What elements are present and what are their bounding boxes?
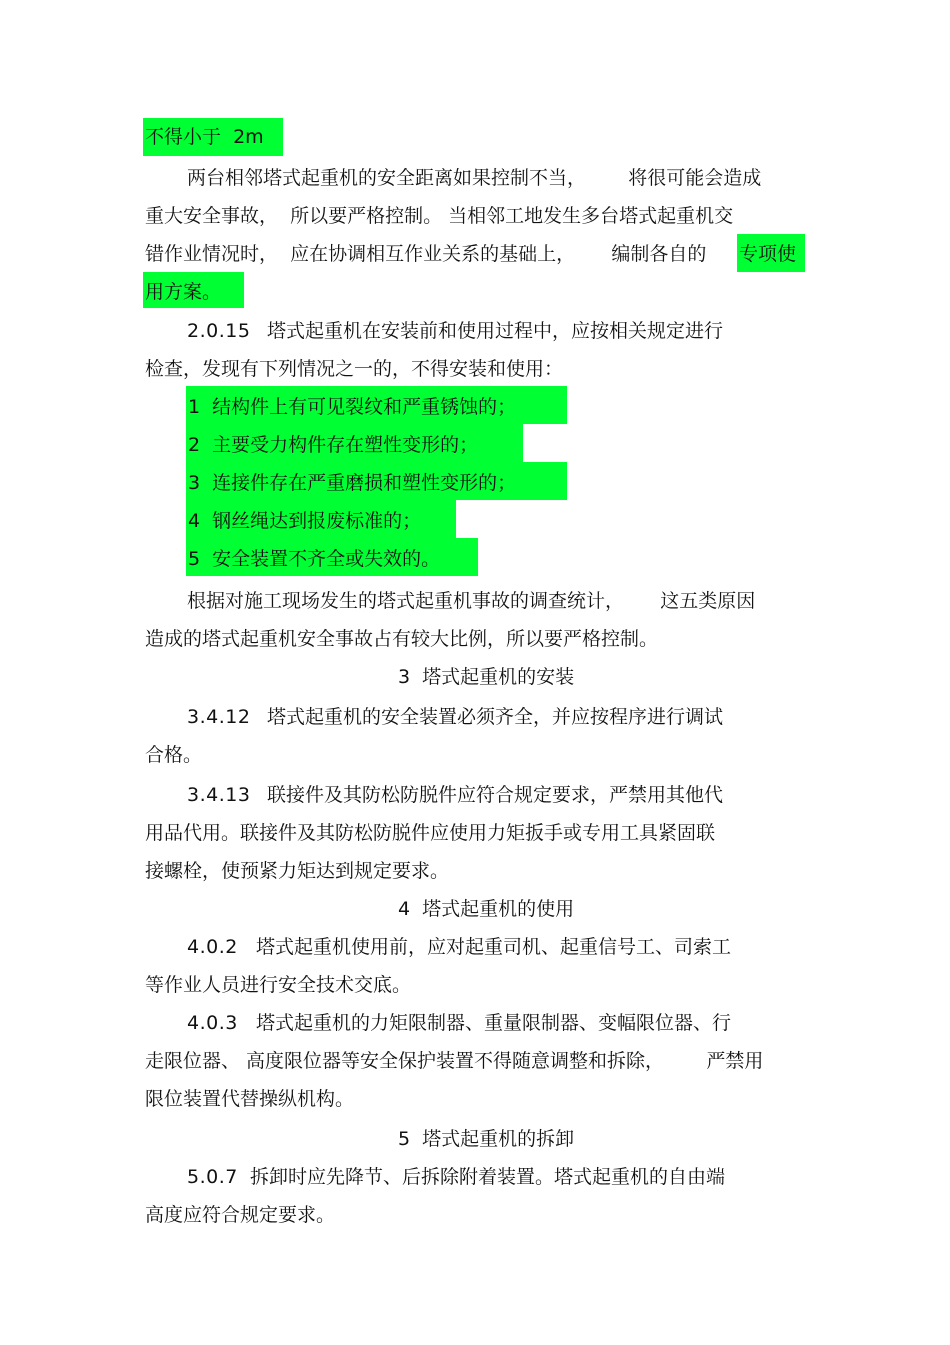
section-3413-line3: 接螺栓，使预紧力矩达到规定要求。 — [145, 860, 450, 882]
note-line1: 根据对施工现场发生的塔式起重机事故的调查统计， 这五类原因 — [187, 590, 756, 612]
section-403-number: 4.0.3 — [187, 1012, 238, 1034]
section-3413-line1: 联接件及其防松防脱件应符合规定要求，严禁用其他代 — [267, 784, 724, 806]
intro-line0: 不得小于 2m — [145, 126, 264, 148]
section-3413-number: 3.4.13 — [187, 784, 251, 806]
list-item: 5 安全装置不齐全或失效的。 — [188, 548, 441, 570]
chapter-5-heading: 5 塔式起重机的拆卸 — [398, 1128, 575, 1150]
chapter-4-heading: 4 塔式起重机的使用 — [398, 898, 575, 920]
section-402-line2: 等作业人员进行安全技术交底。 — [145, 974, 412, 996]
chapter-3-heading: 3 塔式起重机的安装 — [398, 666, 575, 688]
section-3412-line2: 合格。 — [145, 744, 203, 766]
list-item: 2 主要受力构件存在塑性变形的； — [188, 434, 479, 456]
section-507-line2: 高度应符合规定要求。 — [145, 1204, 336, 1226]
section-402-number: 4.0.2 — [187, 936, 238, 958]
section-3412-number: 3.4.12 — [187, 706, 251, 728]
section-2015-number: 2.0.15 — [187, 320, 251, 342]
section-2015-line2: 检查，发现有下列情况之一的，不得安装和使用： — [145, 358, 564, 380]
section-403-line1: 塔式起重机的力矩限制器、重量限制器、变幅限位器、行 — [256, 1012, 732, 1034]
intro-p1-line3-highlight: 专项使 — [739, 243, 797, 265]
list-item: 4 钢丝绳达到报废标准的； — [188, 510, 422, 532]
intro-p1-line3: 错作业情况时， 应在协调相互作业关系的基础上， 编制各自的 — [145, 243, 707, 265]
section-3413-line2: 用品代用。联接件及其防松防脱件应使用力矩扳手或专用工具紧固联 — [145, 822, 716, 844]
intro-p1-line4: 用方案。 — [145, 281, 222, 303]
section-507-line1: 拆卸时应先降节、后拆除附着装置。塔式起重机的自由端 — [250, 1166, 726, 1188]
list-item: 1 结构件上有可见裂纹和严重锈蚀的； — [188, 396, 517, 418]
section-402-line1: 塔式起重机使用前，应对起重司机、起重信号工、司索工 — [256, 936, 732, 958]
section-507-number: 5.0.7 — [187, 1166, 238, 1188]
intro-p1-line1: 两台相邻塔式起重机的安全距离如果控制不当， 将很可能会造成 — [187, 167, 762, 189]
list-item: 3 连接件存在严重磨损和塑性变形的； — [188, 472, 517, 494]
section-403-line2: 走限位器、 高度限位器等安全保护装置不得随意调整和拆除， 严禁用 — [145, 1050, 764, 1072]
section-403-line3: 限位装置代替操纵机构。 — [145, 1088, 355, 1110]
section-3412-line1: 塔式起重机的安全装置必须齐全，并应按程序进行调试 — [267, 706, 724, 728]
note-line2: 造成的塔式起重机安全事故占有较大比例，所以要严格控制。 — [145, 628, 659, 650]
intro-p1-line2: 重大安全事故， 所以要严格控制。 当相邻工地发生多台塔式起重机交 — [145, 205, 734, 227]
section-2015-line1: 塔式起重机在安装前和使用过程中，应按相关规定进行 — [267, 320, 724, 342]
